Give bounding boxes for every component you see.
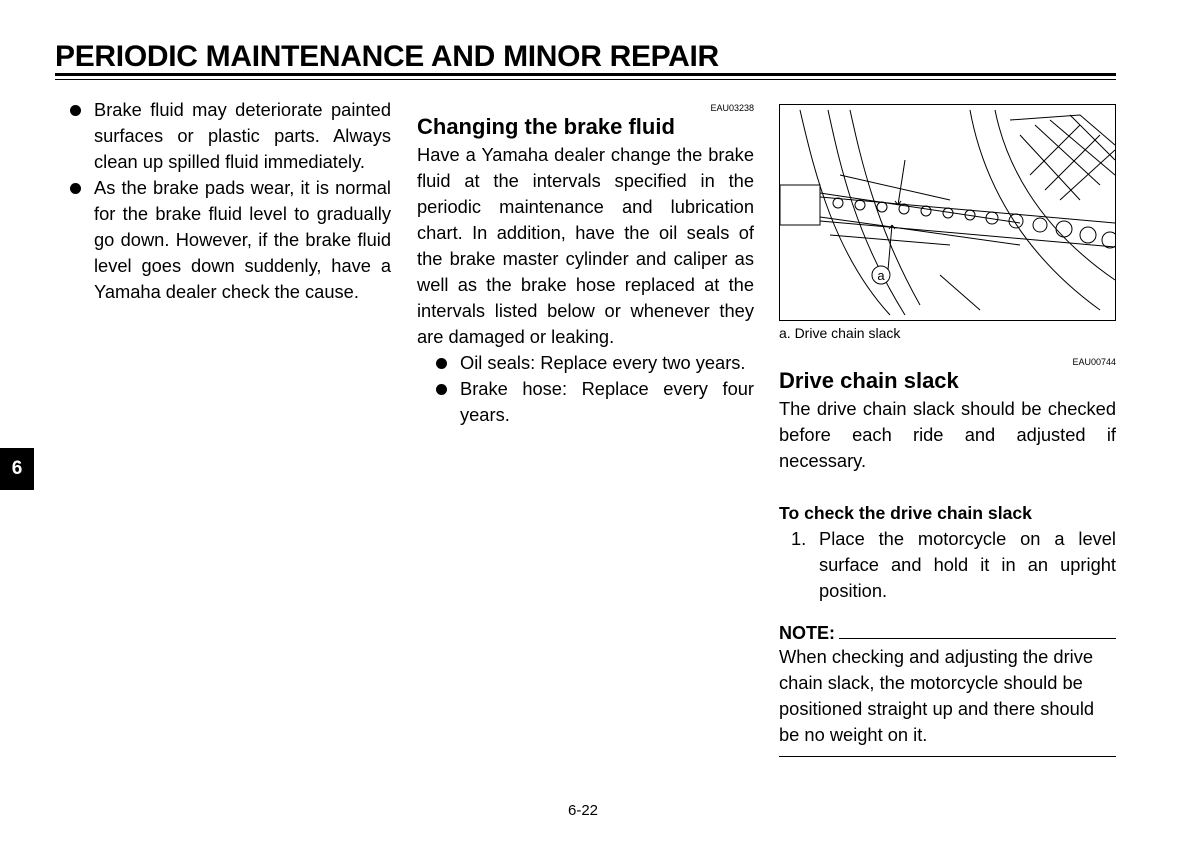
page-number: 6-22 — [568, 802, 599, 819]
figure-caption: a. Drive chain slack — [779, 325, 901, 341]
sub-bullet-list — [417, 350, 754, 428]
step-item — [779, 526, 1116, 604]
note-text: When checking and adjusting the drive chain slack, the motorcycle should be positioned straight up and there should be no weight on it. — [779, 646, 1095, 745]
note-end-rule — [779, 748, 1116, 757]
column-2 — [417, 102, 754, 428]
bullet-item: Brake hose: Replace every four years. — [432, 376, 754, 428]
bullet-item: Brake fluid may deteriorate painted surfaces or plastic parts. Always clean up spilled fluid immediately. — [66, 97, 391, 175]
section-tab: 6 — [0, 448, 34, 490]
section-paragraph: Have a Yamaha dealer change the brake fluid at the intervals specified in the periodic maintenance and lubrication chart. In addition, have the oil seals of the brake master cylinder and caliper as well as the brake hose replaced at the intervals listed below or whenever they are damaged or leaking. — [417, 144, 754, 347]
section-code: EAU03238 — [710, 103, 754, 113]
section-heading: Drive chain slack — [779, 368, 959, 393]
header-rule-thin — [55, 79, 1116, 80]
section-paragraph: The drive chain slack should be checked before each ride and adjusted if necessary. — [779, 398, 1116, 471]
bullet-item: Oil seals: Replace every two years. — [432, 350, 754, 376]
section-heading: Changing the brake fluid — [417, 114, 675, 139]
step-text: Place the motorcycle on a level surface and hold it in an upright position. — [819, 528, 1116, 601]
drive-chain-illustration — [780, 105, 1115, 320]
subheading: To check the drive chain slack — [779, 503, 1032, 523]
note-rule — [839, 638, 1116, 639]
step-number: 1. — [791, 528, 807, 549]
page-title: PERIODIC MAINTENANCE AND MINOR REPAIR — [55, 40, 719, 73]
drive-chain-figure — [779, 104, 1116, 321]
note-header — [779, 622, 1116, 644]
note-label: NOTE: — [779, 623, 835, 643]
section-code: EAU00744 — [1072, 357, 1116, 367]
column-1 — [66, 97, 391, 305]
header-rule-thick — [55, 73, 1116, 76]
bullet-item: As the brake pads wear, it is normal for the brake fluid level to gradually go down. However, if the brake fluid level goes down suddenly, have a Yamaha dealer check the cause. — [66, 175, 391, 305]
callout-letter: a — [877, 268, 885, 283]
column-3 — [779, 356, 1116, 757]
